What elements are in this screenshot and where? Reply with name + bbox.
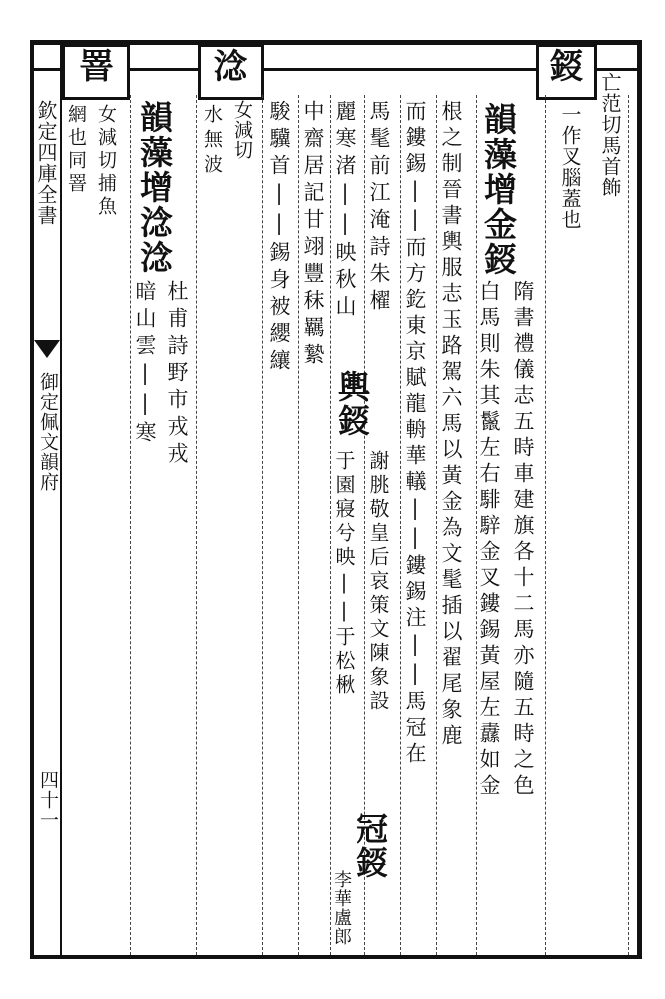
head-character: 罯 (73, 48, 113, 84)
text-column: 謝朓敬皇后哀策文陳象設 (366, 450, 390, 714)
pronunciation-note: 女減切捕魚 (95, 104, 117, 219)
frame-right-border (637, 40, 642, 959)
margin-page-number: 四十一 (37, 770, 59, 830)
text-column: 隋書禮儀志五時車建旗各十二馬亦隨五時之色 (511, 280, 535, 800)
frame-inner-left-rule (60, 40, 62, 959)
column-rule (436, 95, 437, 955)
frame-bottom-border (30, 955, 642, 959)
column-rule (262, 95, 263, 955)
section-heading: 冠鋄 (351, 812, 389, 880)
definition-note: 網也同罯 (65, 104, 87, 196)
definition-note: 水無波 (201, 104, 223, 179)
head-character: 鋄 (543, 48, 583, 84)
column-rule (545, 95, 546, 955)
column-rule (330, 95, 331, 955)
column-rule (400, 95, 401, 955)
text-column: 駿驥首||錫身被纓纕 (267, 100, 291, 376)
text-column: 而鏤錫||而方釳東京賦龍輈華轙||鏤錫注||馬冠在 (403, 100, 427, 768)
text-column: 白馬則朱其鬣左右騑騂金叉鏤錫黃屋左纛如金 (477, 280, 501, 800)
fish-tail-marker (34, 340, 60, 358)
section-heading: 輿鋄 (333, 370, 371, 438)
column-rule (298, 95, 299, 955)
text-column: 馬髦前江淹詩朱櫂 (367, 100, 391, 316)
pronunciation-note: 女減切 (231, 100, 253, 160)
text-column: 暗山雲||寒 (133, 280, 157, 448)
text-column: 中齋居記甘翊豐秣羈縶 (301, 100, 325, 370)
margin-book-title: 欽定四庫全書 (34, 100, 58, 226)
text-column: 李華盧郎 (331, 870, 352, 946)
column-rule (130, 95, 131, 955)
text-column: 麗寒渚||映秋山 (333, 100, 357, 322)
section-heading: 韻藻增淰淰 (135, 100, 174, 275)
text-column: 于園寢兮映||于松楸 (332, 450, 356, 698)
section-heading: 韻藻增金鋄 (479, 102, 518, 277)
definition-note: 一作叉腦蓋也 (558, 104, 582, 230)
pronunciation-note: 亡范切馬首飾 (598, 72, 622, 198)
column-rule (628, 95, 629, 955)
head-character: 淰 (207, 48, 247, 84)
margin-book-subtitle: 御定佩文韻府 (37, 372, 59, 492)
text-column: 根之制晉書輿服志玉路駕六馬以黃金為文髦插以翟尾象鹿 (439, 100, 463, 750)
text-column: 杜甫詩野市戎戎 (165, 280, 189, 469)
column-rule (196, 95, 197, 955)
